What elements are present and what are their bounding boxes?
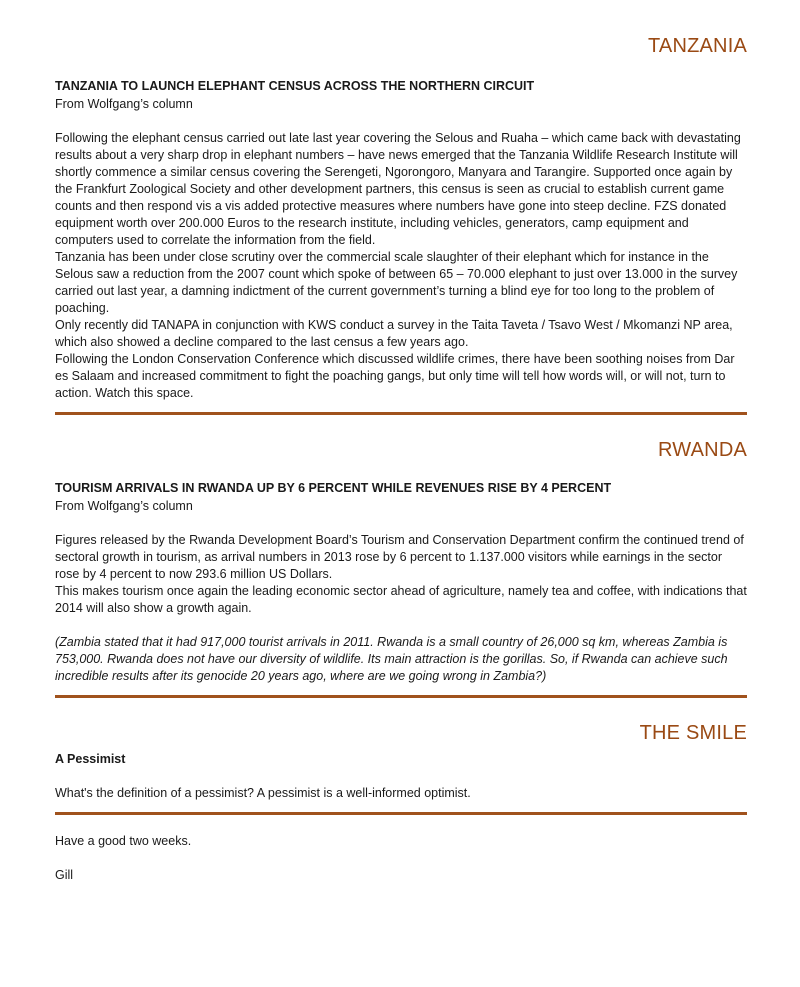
joke-text: What's the definition of a pessimist? A pessimist is a well-informed optimist. <box>55 786 471 800</box>
paragraph-tanzania-4: Following the London Conservation Conference which discussed wildlife crimes, there have been soothing noises from Dar es Salaam and increased commitment to fight the poaching gangs, but only time will tell how words will, or will not, turn to action. Watch this space. <box>55 352 735 400</box>
article-title-smile: A Pessimist <box>55 752 126 766</box>
paragraph-tanzania-3: Only recently did TANAPA in conjunction with KWS conduct a survey in the Taita Taveta / Tsavo West / Mkomanzi NP area, which also showed a decline compared to the last census a few years ago. <box>55 318 733 349</box>
section-heading-smile: THE SMILE <box>639 722 747 744</box>
paragraph-rwanda-1: Figures released by the Rwanda Development Board’s Tourism and Conservation Department confirm the continued trend of sectoral growth in tourism, as arrival numbers in 2013 rose by 6 percent to 1.137.000 visitors while earnings in the sector rose by 4 percent to now 293.6 million US Dollars. <box>55 533 744 581</box>
article-title-tanzania: TANZANIA TO LAUNCH ELEPHANT CENSUS ACROSS THE NORTHERN CIRCUIT <box>55 79 535 93</box>
editor-note-rwanda: (Zambia stated that it had 917,000 tourist arrivals in 2011. Rwanda is a small country of 26,000 sq km, whereas Zambia is 753,000. Rwanda does not have our diversity of wildlife. Its main attraction is the gorillas. So, if Rwanda can achieve such incredible results after its genocide 20 years ago, where are we going wrong in Zambia?) <box>55 635 728 683</box>
byline-rwanda: From Wolfgang’s column <box>55 499 193 513</box>
section-heading-rwanda: RWANDA <box>658 439 747 461</box>
section-heading-tanzania: TANZANIA <box>647 35 747 57</box>
farewell-text: Have a good two weeks. <box>55 834 192 848</box>
newsletter-page <box>55 0 747 884</box>
byline-tanzania: From Wolfgang’s column <box>55 97 193 111</box>
paragraph-tanzania-1: Following the elephant census carried out late last year covering the Selous and Ruaha – which came back with devastating results about a very sharp drop in elephant numbers – have news emerged that the Tanzania Wildlife Research Institute will shortly commence a similar census covering the Serengeti, Ngorongoro, Manyara and Tarangire. Supported once again by the Frankfurt Zoological Society and other development partners, this census is seen as crucial to establish current game counts and then respond vis a vis added protective measures where numbers have gone into steep decline. FZS donated equipment worth over 200.000 Euros to the research institute, including vehicles, generators, camp equipment and computers used to correlate the information from the field. <box>55 131 741 247</box>
signature: Gill <box>55 868 74 882</box>
paragraph-tanzania-2: Tanzania has been under close scrutiny over the commercial scale slaughter of their elephant which for instance in the Selous saw a reduction from the 2007 count which spoke of between 65 – 70.000 elephant to just over 13.000 in the survey carried out last year, a damning indictment of the current government’s turning a blind eye for too long to the problem of poaching. <box>55 250 738 315</box>
paragraph-rwanda-2: This makes tourism once again the leading economic sector ahead of agriculture, namely tea and coffee, with indications that 2014 will also show a growth again. <box>55 584 747 615</box>
article-title-rwanda: TOURISM ARRIVALS IN RWANDA UP BY 6 PERCENT WHILE REVENUES RISE BY 4 PERCENT <box>55 481 612 495</box>
